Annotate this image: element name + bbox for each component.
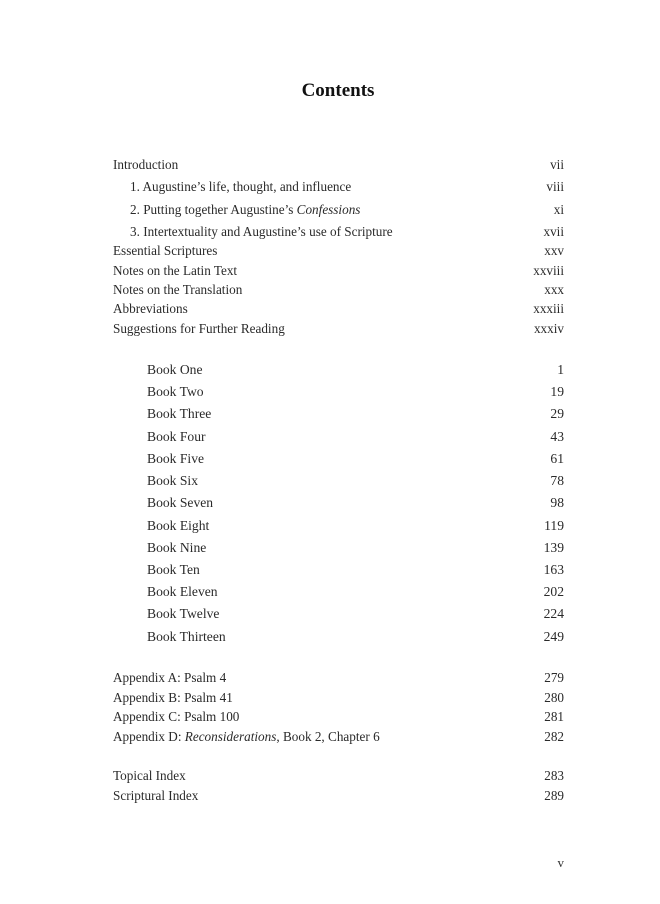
toc-entry-label: Book Ten: [147, 562, 200, 577]
toc-entry-label: Introduction: [113, 157, 179, 172]
toc-entry-label: Appendix C: Psalm 100: [113, 709, 240, 724]
toc-entry-page: 43: [550, 429, 564, 444]
toc-entry-label: Suggestions for Further Reading: [113, 321, 285, 336]
toc-entry-section-1[interactable]: [113, 177, 564, 197]
toc-entry-page: xxxiii: [533, 301, 564, 316]
toc-entry-page: xxviii: [533, 263, 564, 278]
toc-entry-label: Book Five: [147, 451, 205, 466]
toc-entry-page: 29: [550, 406, 564, 421]
toc-entry-book-13[interactable]: [113, 627, 564, 647]
toc-entry-page: xxv: [544, 243, 564, 258]
toc-entry-book-8[interactable]: [113, 516, 564, 536]
toc-entry-book-1[interactable]: [113, 360, 564, 380]
toc-entry-page: 163: [543, 562, 564, 577]
toc-entry-translation[interactable]: [113, 280, 564, 300]
page-title: Contents: [301, 80, 375, 101]
toc-entry-label: Book Nine: [147, 540, 207, 555]
toc-entry-book-3[interactable]: [113, 404, 564, 424]
toc-entry-section-2[interactable]: [113, 200, 564, 220]
toc-entry-label: Notes on the Latin Text: [113, 263, 238, 278]
toc-entry-label: Essential Scriptures: [113, 243, 218, 258]
toc-entry-book-12[interactable]: [113, 604, 564, 624]
toc-entry-label-italic: Reconsiderations: [184, 729, 277, 744]
toc-entry-page: 119: [544, 518, 564, 533]
toc-entry-section-3[interactable]: [113, 222, 564, 242]
toc-entry-page: 289: [544, 788, 564, 803]
toc-entry-label: 1. Augustine’s life, thought, and influence: [130, 179, 352, 194]
toc-entry-page: 139: [543, 540, 564, 555]
toc-entry-page: 282: [544, 729, 564, 744]
toc-entry-label: Book Four: [147, 429, 206, 444]
toc-entry-label: Book Eight: [147, 518, 210, 533]
toc-entry-label: Appendix A: Psalm 4: [113, 670, 227, 685]
toc-entry-label: Abbreviations: [113, 301, 188, 316]
toc-entry-label: Book One: [147, 362, 203, 377]
toc-entry-book-5[interactable]: [113, 449, 564, 469]
toc-entry-label-text: , Book 2, Chapter 6: [276, 729, 380, 744]
toc-entry-page: xi: [553, 202, 564, 217]
toc-entry-label: Scriptural Index: [113, 788, 199, 803]
toc-entry-label: Notes on the Translation: [113, 282, 243, 297]
toc-entry-appendix-b[interactable]: [113, 688, 564, 708]
toc-entry-book-2[interactable]: [113, 382, 564, 402]
toc-entry-book-6[interactable]: [113, 471, 564, 491]
toc-entry-book-11[interactable]: [113, 582, 564, 602]
toc-entry-page: 1: [557, 362, 564, 377]
toc-entry-label-italic: Confessions: [296, 202, 361, 217]
toc-entry-label: Book Seven: [147, 495, 214, 510]
toc-entry-label: [113, 727, 380, 747]
toc-entry-abbreviations[interactable]: [113, 299, 564, 319]
toc-entry-label-text: 2. Putting together Augustine’s: [130, 202, 297, 217]
toc-entry-page: viii: [546, 179, 564, 194]
toc-entry-label: Book Thirteen: [147, 629, 226, 644]
toc-entry-topical-index[interactable]: [113, 766, 564, 786]
toc-entry-appendix-d[interactable]: [113, 727, 564, 747]
toc-entry-page: vii: [550, 157, 564, 172]
toc-entry-page: xxxiv: [533, 321, 564, 336]
toc-entry-label: Book Two: [147, 384, 204, 399]
toc-entry-page: 202: [543, 584, 564, 599]
toc-entry-page: 281: [544, 709, 564, 724]
toc-entry-page: 19: [550, 384, 564, 399]
toc-entry-book-9[interactable]: [113, 538, 564, 558]
toc-entry-scriptural-index[interactable]: [113, 786, 564, 806]
toc-entry-label: Book Six: [147, 473, 198, 488]
toc-entry-label-text: Appendix D:: [113, 729, 185, 744]
toc-entry-page: xxx: [544, 282, 564, 297]
toc-entry-further-reading[interactable]: [113, 319, 564, 339]
toc-entry-book-7[interactable]: [113, 493, 564, 513]
toc-entry-page: 224: [543, 606, 564, 621]
toc-entry-page: xvii: [543, 224, 564, 239]
toc-entry-essential-scriptures[interactable]: [113, 241, 564, 261]
toc-entry-book-4[interactable]: [113, 427, 564, 447]
toc-entry-page: 249: [543, 629, 564, 644]
toc-entry-introduction[interactable]: [113, 155, 564, 175]
toc-entry-page: 283: [544, 768, 564, 783]
toc-entry-label: Topical Index: [113, 768, 186, 783]
toc-entry-label: Appendix B: Psalm 41: [113, 690, 233, 705]
toc-entry-label: [130, 200, 360, 220]
toc-entry-latin-text[interactable]: [113, 261, 564, 281]
toc-entry-page: 280: [544, 690, 564, 705]
toc-entry-appendix-c[interactable]: [113, 707, 564, 727]
toc-entry-label: Book Twelve: [147, 606, 220, 621]
toc-entry-page: 61: [550, 451, 564, 466]
toc-entry-label: Book Eleven: [147, 584, 218, 599]
toc-entry-label: 3. Intertextuality and Augustine’s use of Scripture: [130, 224, 393, 239]
toc-entry-page: 279: [544, 670, 564, 685]
toc-entry-label: Book Three: [147, 406, 212, 421]
toc-entry-page: 78: [550, 473, 564, 488]
toc-entry-page: 98: [550, 495, 564, 510]
toc-entry-book-10[interactable]: [113, 560, 564, 580]
toc-entry-appendix-a[interactable]: [113, 668, 564, 688]
page-number: v: [557, 855, 564, 870]
